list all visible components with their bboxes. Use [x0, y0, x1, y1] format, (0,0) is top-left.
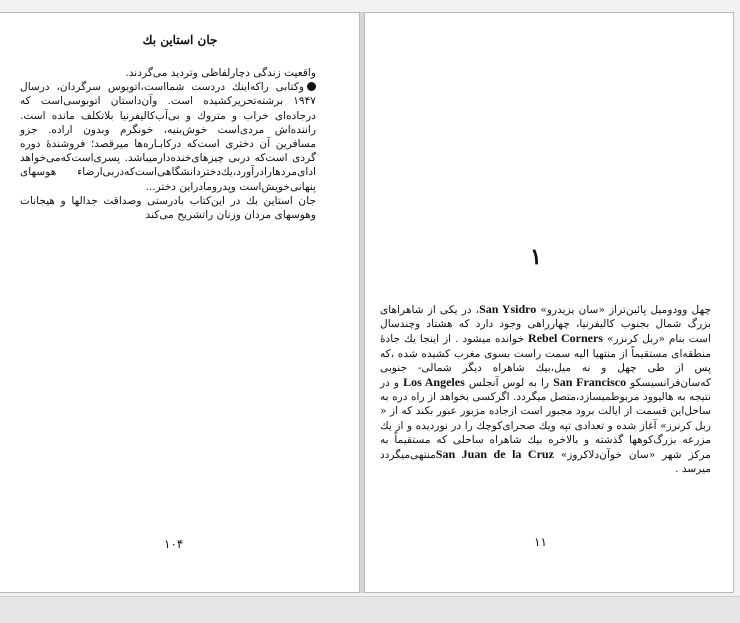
- left-paragraph-3: جان استاین بك در این‌کتاب بادرستی وصداقت جدالها و هیجانات وهوسهای مردان وزنان راتشریح می‌کند: [20, 194, 316, 222]
- chapter-number: ۱: [530, 244, 542, 270]
- latin-term: Los Angeles: [403, 375, 465, 390]
- latin-term: San Ysidro: [479, 302, 537, 316]
- text-run: و در نتیجه به هالیوود مربوطمیسازد،متصل میگردد. اگرکسی بخواهد از راه دره به ساحل‌این قسمت از ایالت برود مجبور است ازجاده مزبور عبور بکند که از « ربل کرنرز» آغاز شده و تعدادی تپه ویك صحرای‌کوچك را در نوردیده و از یك مزرعه بزرگ‌کوهها گذشته و بالاخره بیك شاهراه ساحلی که مستقیماً به مرکز شهر «سان خوآن‌دلاکروز»: [380, 377, 711, 462]
- latin-term: San Francisco: [553, 375, 627, 390]
- text-run: منتهی‌میگردد میرسد .: [380, 449, 711, 476]
- latin-term: San Juan de la Cruz: [435, 447, 554, 462]
- text-run: را به لوس آنجلس: [464, 377, 554, 390]
- text-run: ، در یکی از شاهراهای بزرگ شمال بجنوب کالیفرنیا، چهارراهی وجود دارد که هشتاد وچندسال است بنام «ربل کرنزر»: [380, 304, 711, 346]
- left-paragraph-2: [20, 80, 316, 194]
- right-paragraph: [380, 302, 711, 476]
- left-page-body: [20, 66, 316, 222]
- left-page-title: جان استاین بك: [142, 33, 218, 47]
- bullet-icon: [307, 82, 316, 91]
- text-run: خوانده میشود . از اینجا یك جادۀ منطقه‌ای مستقیماً از منتهیا الیه سمت راست بسوی مغرب کشیده شده ،که پس از طی چهل و نه میل،بیك شاهراه دیگر شمالی- جنوبی که‌سان‌فرانسیسکو: [380, 333, 712, 390]
- viewer-bottom-bar: [0, 596, 740, 623]
- latin-term: Rebel Corners: [528, 331, 603, 346]
- left-page-number: ۱۰۴: [164, 537, 184, 551]
- left-paragraph-1: واقعیت زندگی دچارلفاظی وتردید می‌گردند.: [125, 67, 316, 79]
- right-page-number: ۱۱: [534, 535, 547, 549]
- left-paragraph-2-text: وکتابی راکه‌اینك دردست شما‌است،اتوبوس سرگردان، درسال ۱۹۴۷ برشته‌تحریرکشیده است. وآن‌داستان اتوبوسی‌است که درجاده‌ای خراب و متروك و بی‌آب‌کالیفرنیا بلاتکلف مانده است. راننده‌اش مردی‌است خوش‌بنیه، خونگرم وبدون اراده. جزو مسافرین آن دختری است‌که درکابـاره‌ها میرقصد؛ فروشندۀ دوره گردی است‌که دربی چیزهای‌خنده‌دارمیباشد. پسری‌است‌که‌می‌خواهد ادای‌مردهارادرآورد،یك‌دختردانشگاهی‌است‌که‌دربی‌ارضاء هوسهای پنهانی‌خویش‌است وپدرومادراین دختر...: [20, 81, 316, 193]
- right-page-body: [380, 302, 711, 476]
- text-run: چهل وودومیل پائین‌تراز «سان یزیدرو»: [536, 304, 712, 316]
